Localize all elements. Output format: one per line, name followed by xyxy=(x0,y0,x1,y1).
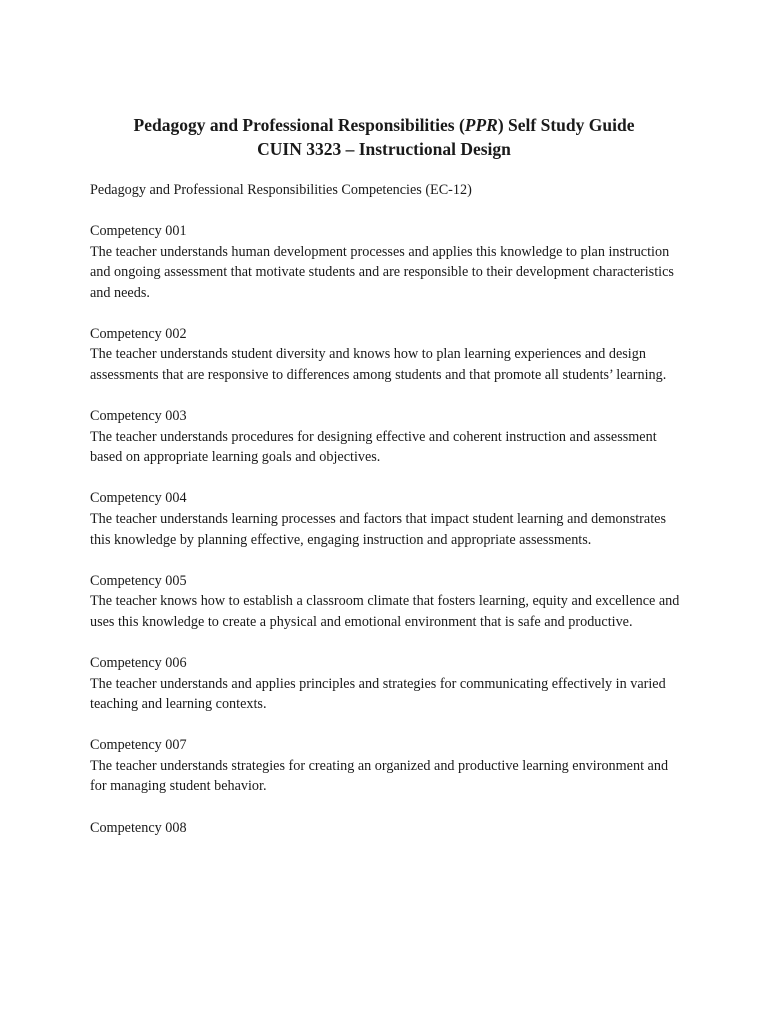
competency-heading: Competency 003 xyxy=(90,408,187,425)
competency-heading: Competency 008 xyxy=(90,819,187,836)
competency-003 xyxy=(90,406,680,468)
competency-006 xyxy=(90,653,680,715)
title-line-1 xyxy=(0,113,768,137)
competency-description: The teacher understands learning processes and factors that impact student learning and demonstrates this knowledge by planning effective, engaging instruction and appropriate assessments. xyxy=(90,511,666,548)
competency-description: The teacher understands and applies principles and strategies for communicating effectively in varied teaching and learning contexts. xyxy=(90,675,666,713)
competency-heading: Competency 005 xyxy=(90,572,187,589)
title-line-1-after: ) Self Study Guide xyxy=(497,115,635,135)
competency-description: The teacher understands human development processes and applies this knowledge to plan instruction and ongoing assessment that motivate students and are responsible to their development characteristics and needs. xyxy=(90,243,674,301)
competency-heading: Competency 006 xyxy=(90,655,187,671)
competency-007 xyxy=(90,735,680,797)
competency-heading: Competency 007 xyxy=(90,737,187,754)
competency-description: The teacher understands student diversity and knows how to plan learning experiences and design assessments that are responsive to differences among students and that promote all students’ learning. xyxy=(90,346,667,384)
intro-text: Pedagogy and Professional Responsibilities Competencies (EC-12) xyxy=(90,182,472,198)
competency-description: The teacher understands strategies for creating an organized and productive learning environment and for managing student behavior. xyxy=(90,757,669,795)
competency-description: The teacher understands procedures for designing effective and coherent instruction and assessment based on appropriate learning goals and objectives. xyxy=(90,428,657,466)
competency-heading: Competency 002 xyxy=(90,325,187,342)
competency-description: The teacher knows how to establish a classroom climate that fosters learning, equity and excellence and uses this knowledge to create a physical and emotional environment that is safe and productive. xyxy=(90,593,680,630)
document-title xyxy=(0,113,768,161)
competency-002 xyxy=(90,324,680,386)
competency-004 xyxy=(90,488,680,550)
title-line-2: CUIN 3323 – Instructional Design xyxy=(257,139,511,159)
competency-001 xyxy=(90,221,680,303)
competency-list xyxy=(90,221,680,859)
competency-008 xyxy=(90,818,680,839)
title-line-1-before: Pedagogy and Professional Responsibilities ( xyxy=(133,115,465,135)
competency-heading: Competency 001 xyxy=(90,223,187,239)
title-acronym: PPR xyxy=(464,115,498,135)
competency-005 xyxy=(90,571,680,633)
competency-heading: Competency 004 xyxy=(90,490,187,507)
